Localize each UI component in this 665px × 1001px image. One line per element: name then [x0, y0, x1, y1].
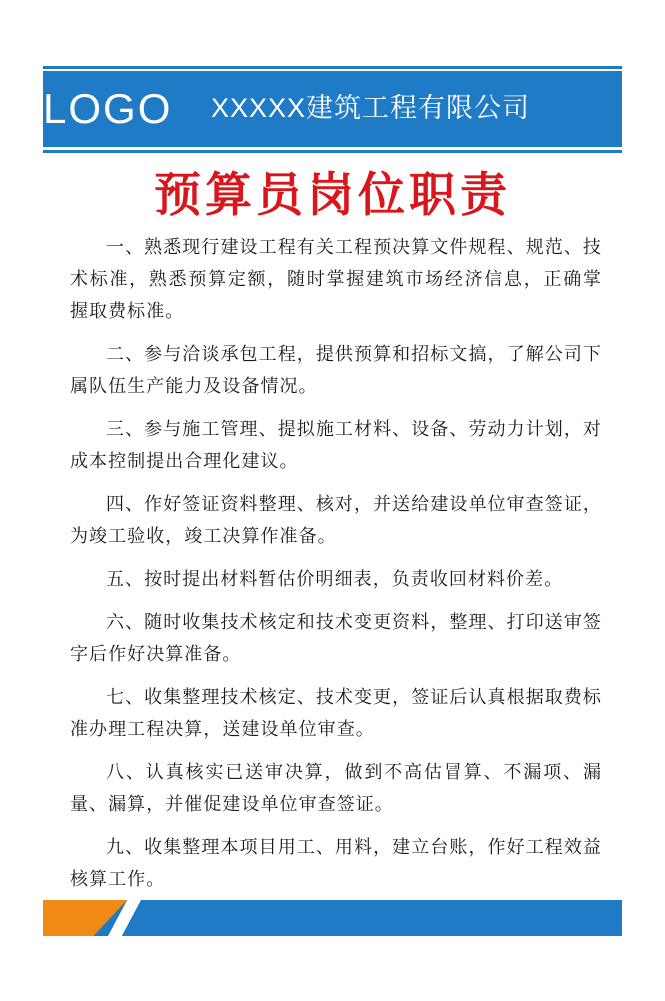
company-name: XXXXX建筑工程有限公司 [211, 93, 531, 123]
header-banner [43, 71, 622, 147]
duties-list [70, 232, 602, 907]
duty-paragraph-3: 三、参与施工管理、提拟施工材料、设备、劳动力计划，对成本控制提出合理化建议。 [70, 419, 602, 472]
duty-paragraph-8: 八、认真核实已送审决算，做到不高估冒算、不漏项、漏量、漏算，并催促建设单位审查签证。 [70, 762, 602, 815]
logo-text: LOGO [43, 85, 173, 132]
duty-paragraph-5: 五、按时提出材料暂估价明细表，负责收回材料价差。 [106, 569, 564, 590]
header-bottom-rule [43, 150, 622, 153]
header-top-rule [43, 66, 622, 69]
page-title: 预算员岗位职责 [154, 168, 511, 223]
duty-paragraph-4: 四、作好签证资料整理、核对，并送给建设单位审查签证，为竣工验收，竣工决算作准备。 [70, 494, 602, 547]
duty-paragraph-6: 六、随时收集技术核定和技术变更资料，整理、打印送审签字后作好决算准备。 [70, 612, 602, 665]
duty-paragraph-1: 一、熟悉现行建设工程有关工程预决算文件规程、规范、技术标准，熟悉预算定额，随时掌握建筑市场经济信息，正确掌握取费标准。 [70, 237, 602, 322]
duty-paragraph-9: 九、收集整理本项目用工、用料，建立台账，作好工程效益核算工作。 [70, 837, 602, 890]
duty-paragraph-7: 七、收集整理技术核定、技术变更，签证后认真根据取费标准办理工程决算，送建设单位审查。 [70, 687, 602, 740]
footer-bar [43, 900, 622, 936]
duty-paragraph-2: 二、参与洽谈承包工程，提供预算和招标文搞，了解公司下属队伍生产能力及设备情况。 [70, 344, 602, 397]
